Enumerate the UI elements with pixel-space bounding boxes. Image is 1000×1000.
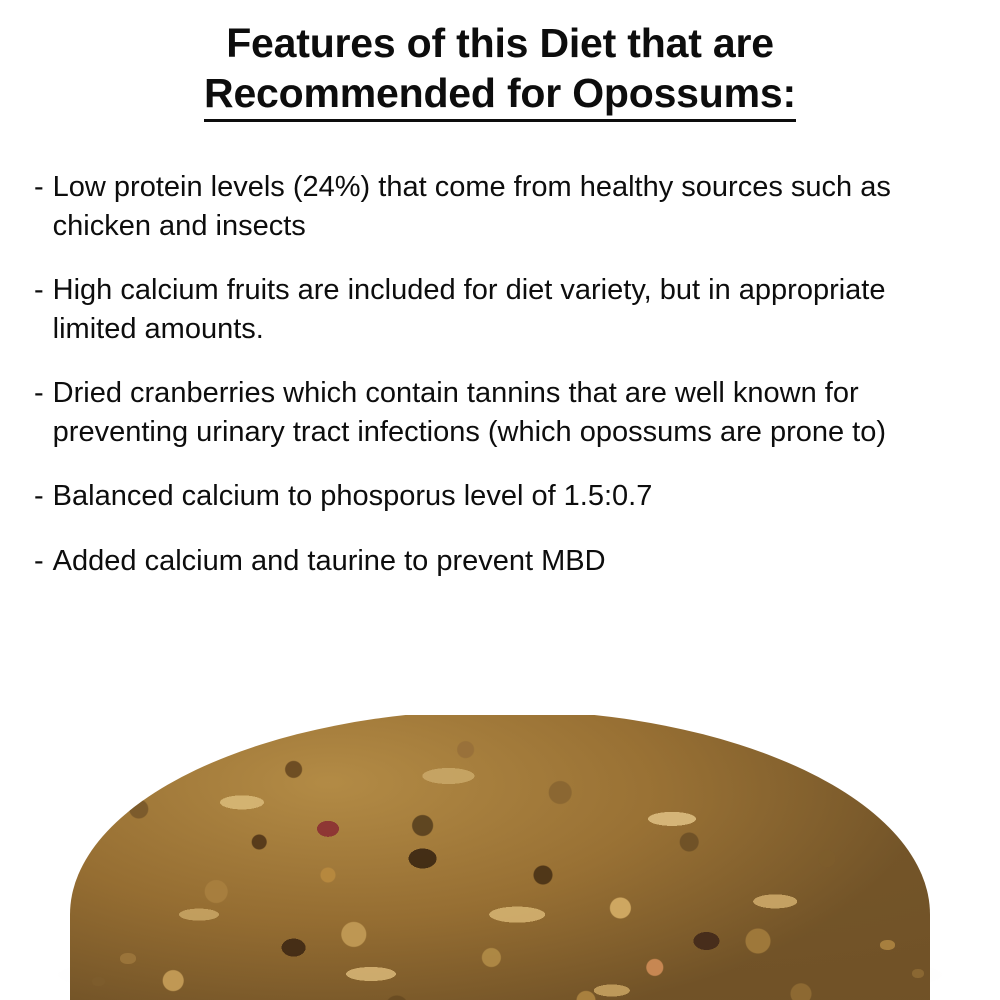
bullet-dash-icon: - xyxy=(34,274,44,307)
kibble-crumb xyxy=(120,953,136,964)
kibble-mound xyxy=(70,715,930,1000)
title-line-1: Features of this Diet that are xyxy=(226,20,774,66)
bullet-dash-icon: - xyxy=(34,377,44,410)
list-item xyxy=(34,374,966,451)
list-item xyxy=(34,168,966,245)
list-item xyxy=(34,542,966,581)
bullet-text: High calcium fruits are included for diet variety, but in appropriate limited amounts. xyxy=(52,274,886,345)
kibble-crumb xyxy=(880,940,895,950)
kibble-mix-photo xyxy=(0,715,1000,1000)
bullet-text: Added calcium and taurine to prevent MBD xyxy=(52,544,606,577)
page-title xyxy=(0,0,1000,122)
bullet-text: Low protein levels (24%) that come from healthy sources such as chicken and insects xyxy=(52,171,891,242)
bullet-dash-icon: - xyxy=(34,544,44,577)
list-item xyxy=(34,271,966,348)
bullet-text: Dried cranberries which contain tannins that are well known for preventing urinary tract infections (which opossums are prone to) xyxy=(52,377,887,448)
bullet-text: Balanced calcium to phosporus level of 1.5:0.7 xyxy=(52,480,653,513)
title-line-2: Recommended for Opossums: xyxy=(204,68,796,122)
list-item xyxy=(34,477,966,516)
kibble-crumb xyxy=(92,977,105,986)
bullet-list xyxy=(0,168,1000,581)
bullet-dash-icon: - xyxy=(34,480,44,513)
kibble-crumb xyxy=(912,969,924,978)
bullet-dash-icon: - xyxy=(34,171,44,204)
